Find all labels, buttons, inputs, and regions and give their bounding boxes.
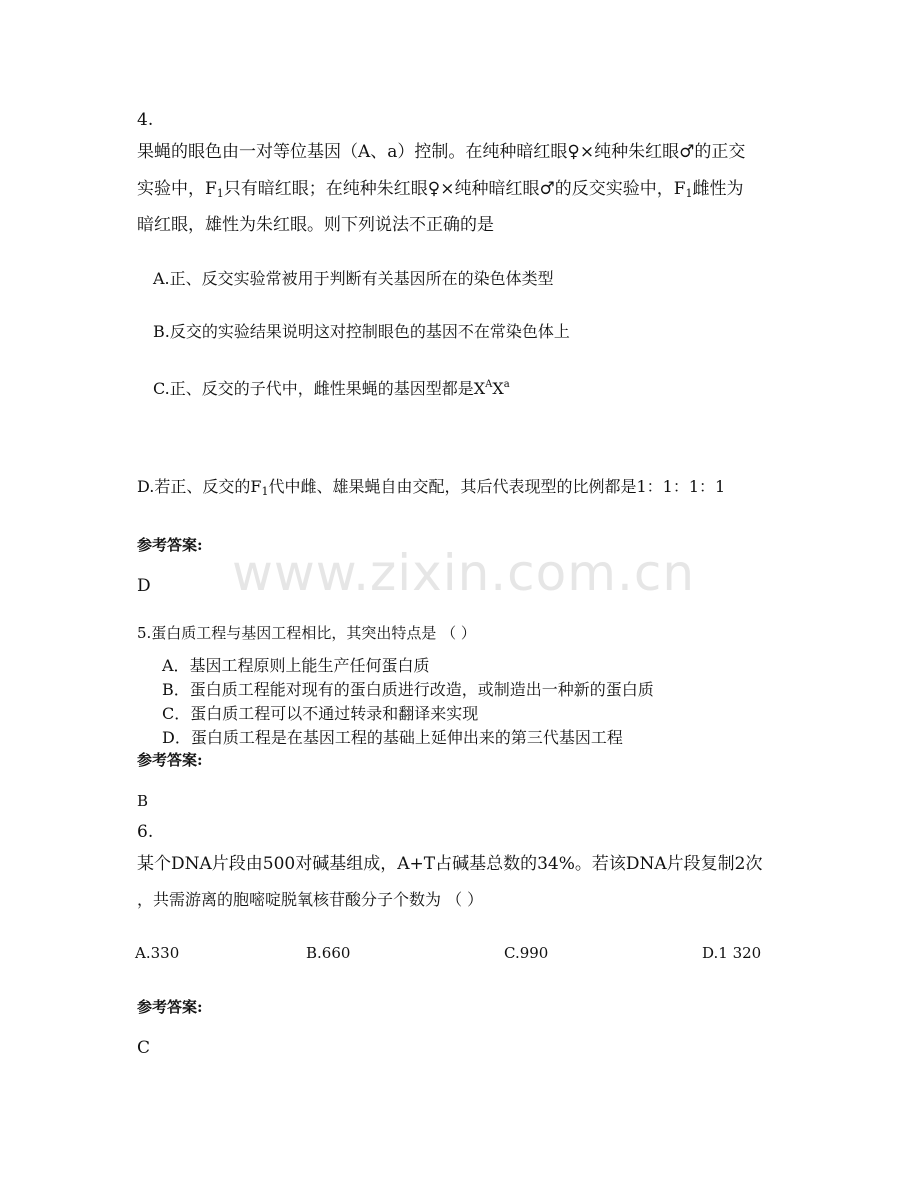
q5-answer: B [137, 792, 149, 810]
q6-answer: C [137, 1038, 151, 1058]
q5-option-a: A．基因工程原则上能生产任何蛋白质 [162, 656, 430, 675]
q6-stem-line2: ，共需游离的胞嘧啶脱氧核苷酸分子个数为 （ ） [137, 890, 484, 909]
q6-option-c: C.990 [504, 944, 549, 962]
q6-option-b: B.660 [306, 944, 351, 962]
q4-stem-line3: 暗红眼，雄性为朱红眼。则下列说法不正确的是 [137, 215, 494, 235]
q6-answer-label: 参考答案: [137, 998, 203, 1016]
q4-stem-line2: 实验中，$F_1$只有暗红眼；在纯种朱红眼♀×纯种暗红眼♂的反交实验中，$F_1$雌性为 [137, 179, 744, 200]
q4-option-c: C.正、反交的子代中，雌性果蝇的基因型都是$X^AX^a$ [153, 379, 510, 398]
watermark: www.zixin.com.cn [232, 544, 696, 602]
q4-number: 4. [137, 110, 154, 130]
q4-option-d: D.若正、反交的$F_1$代中雌、雄果蝇自由交配，其后代表现型的比例都是1：1：1：1 [137, 477, 726, 498]
q5-option-b: B．蛋白质工程能对现有的蛋白质进行改造，或制造出一种新的蛋白质 [162, 680, 654, 699]
q6-option-a: A.330 [135, 944, 180, 962]
q5-option-c: C．蛋白质工程可以不通过转录和翻译来实现 [162, 704, 479, 723]
q6-option-d: D.1 320 [702, 944, 762, 962]
q5-stem: 5.蛋白质工程与基因工程相比，其突出特点是 （ ） [137, 624, 476, 642]
q6-number: 6. [137, 822, 154, 842]
q4-answer: D [137, 576, 151, 596]
q4-stem-line1: 果蝇的眼色由一对等位基因（A、a）控制。在纯种暗红眼♀×纯种朱红眼♂的正交 [137, 142, 746, 162]
q5-option-d: D．蛋白质工程是在基因工程的基础上延伸出来的第三代基因工程 [162, 728, 623, 747]
q6-stem-line1: 某个DNA片段由500对碱基组成，A+T占碱基总数的34%。若该DNA片段复制2次 [137, 854, 763, 874]
q4-option-a: A.正、反交实验常被用于判断有关基因所在的染色体类型 [153, 269, 554, 288]
q4-option-b: B.反交的实验结果说明这对控制眼色的基因不在常染色体上 [153, 322, 570, 341]
q5-answer-label: 参考答案: [137, 751, 203, 769]
q4-answer-label: 参考答案: [137, 536, 203, 554]
